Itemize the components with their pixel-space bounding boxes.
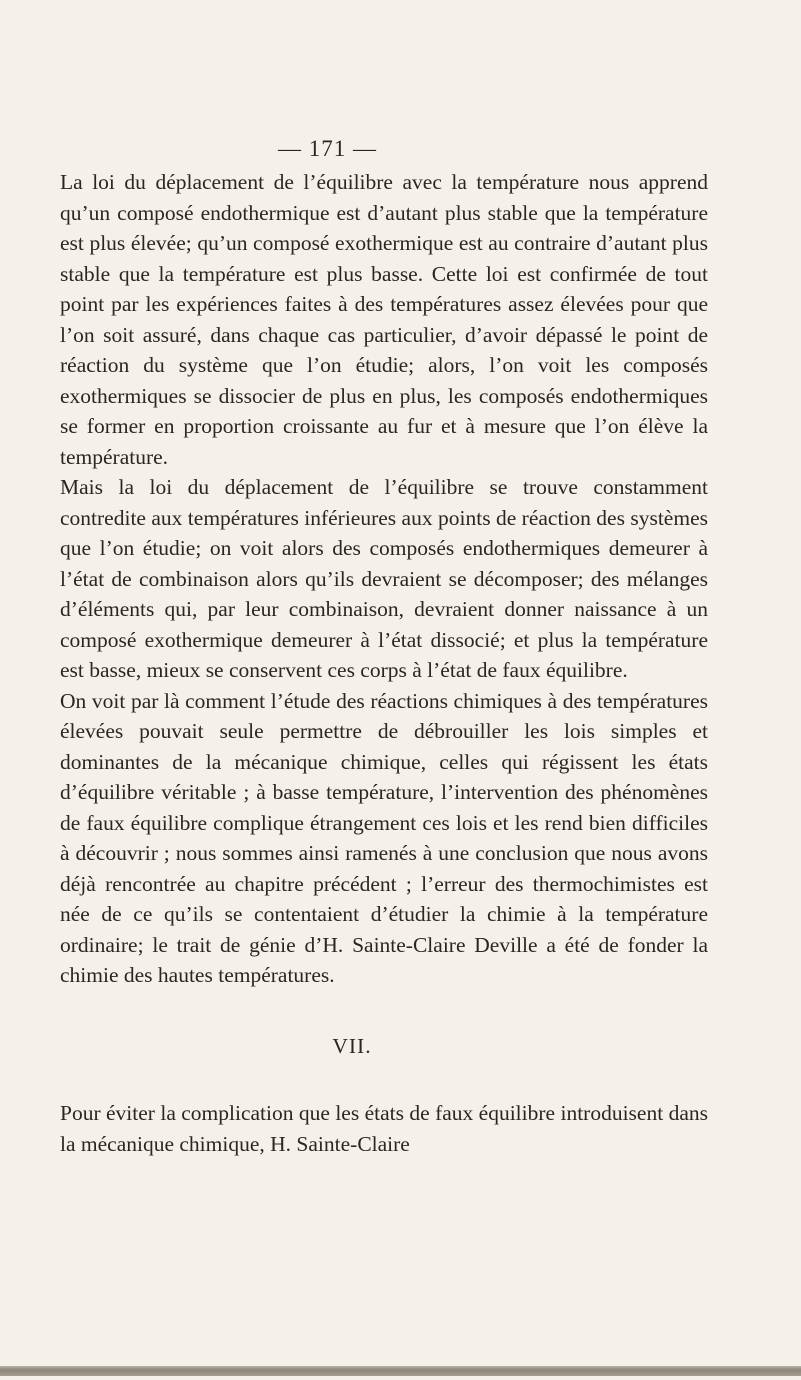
section-heading: VII.: [332, 1034, 372, 1058]
page-number: — 171 —: [278, 136, 377, 161]
page-bottom-edge: [0, 1366, 801, 1376]
section-body-text: [60, 1098, 708, 1159]
body-text: [60, 167, 708, 991]
paragraph-3: On voit par là comment l’étude des réactions chimiques à des températures élevées pouvait seule permettre de débrouiller les lois simples et dominantes de la mécanique chimique, celles qui régissent les états d’équilibre véritable ; à basse température, l’intervention des phénomènes de faux équilibre complique étrangement ces lois et les rend bien difficiles à découvrir ; nous sommes ainsi ramenés à une conclusion que nous avons déjà rencontrée au chapitre précédent ; l’erreur des thermochimistes est née de ce qu’ils se contentaient d’étudier la chimie à la température ordinaire; le trait de génie d’H. Sainte-Claire Deville a été de fonder la chimie des hautes températures.: [60, 688, 708, 987]
paragraph-2: Mais la loi du déplacement de l’équilibre se trouve constamment contredite aux températures inférieures aux points de réaction des systèmes que l’on étudie; on voit alors des composés endothermiques demeurer à l’état de combinaison alors qu’ils devraient se décomposer; des mélanges d’éléments qui, par leur combinaison, devraient donner naissance à un composé exothermique demeurer à l’état dissocié; et plus la température est basse, mieux se conservent ces corps à l’état de faux équilibre.: [60, 475, 708, 682]
closing-paragraph: Pour éviter la complication que les états de faux équilibre introduisent dans la mécanique chimique, H. Sainte-Claire: [60, 1101, 708, 1156]
paragraph-1: La loi du déplacement de l’équilibre avec la température nous apprend qu’un composé endothermique est d’autant plus stable que la température est plus élevée; qu’un composé exothermique est au contraire d’autant plus stable que la température est plus basse. Cette loi est confirmée de tout point par les expériences faites à des températures assez élevées pour que l’on soit assuré, dans chaque cas particulier, d’avoir dépassé le point de réaction du système que l’on étudie; alors, l’on voit les composés exothermiques se dissocier de plus en plus, les composés endothermiques se former en proportion croissante au fur et à mesure que l’on élève la température.: [60, 170, 708, 469]
